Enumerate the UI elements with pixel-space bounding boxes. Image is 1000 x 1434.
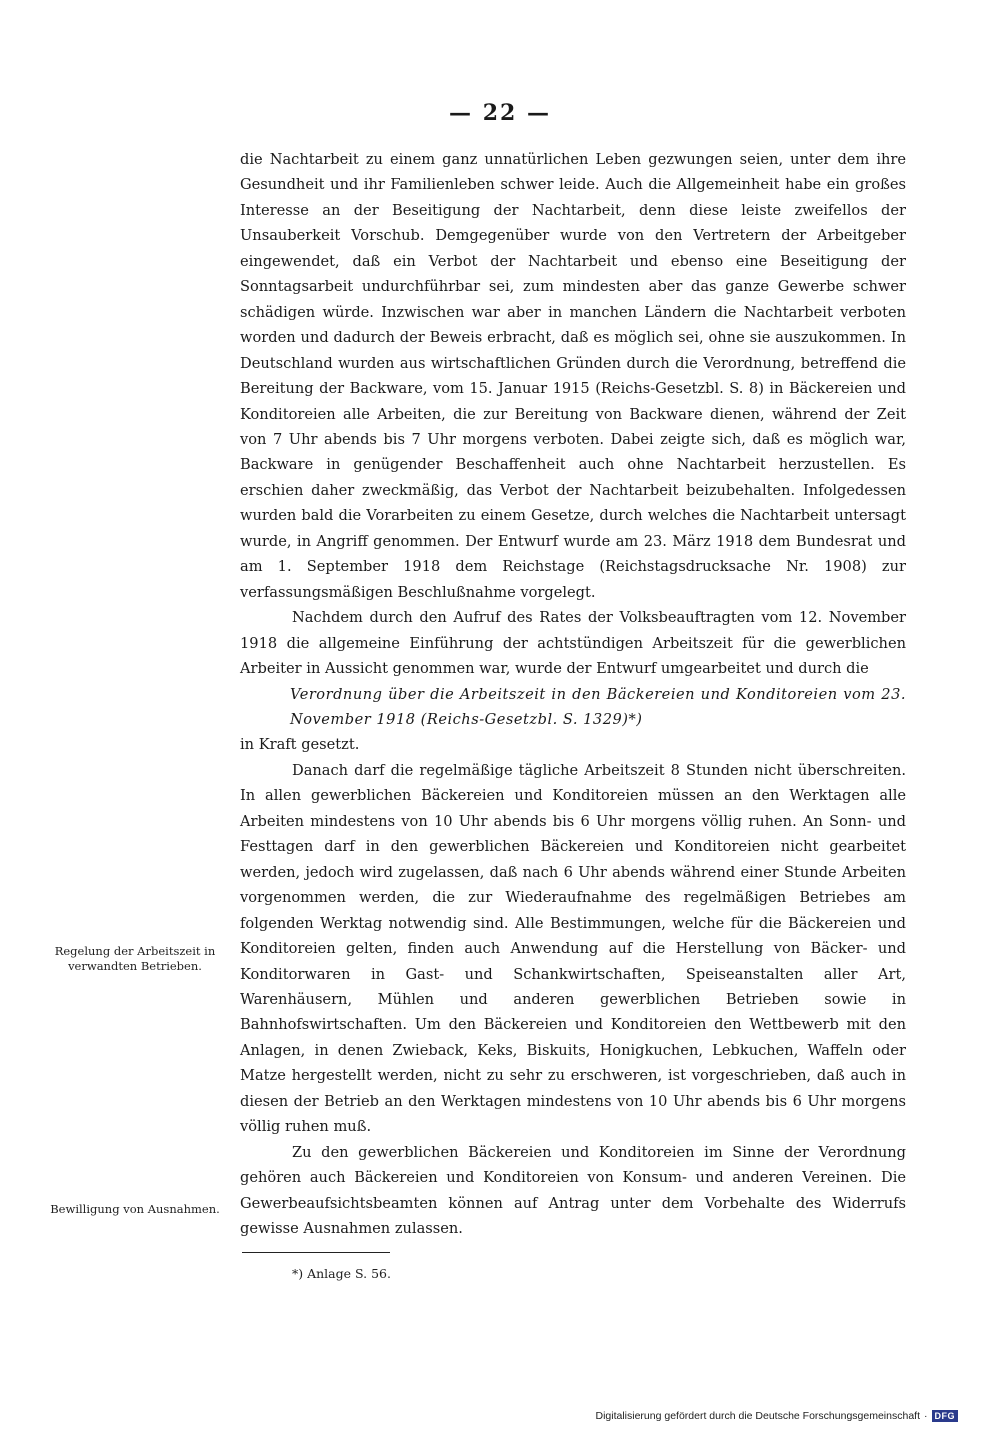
paragraph: in Kraft gesetzt. — [240, 736, 360, 754]
footnote-divider — [242, 1252, 390, 1253]
dfg-logo: · — [924, 1410, 928, 1422]
footnote: *) Anlage S. 56. — [292, 1266, 391, 1281]
quoted-ordinance: Verordnung über die Arbeitszeit in den Bäckereien und Konditoreien vom 23. November 1918 (Reichs-Gesetzbl. S. 1329)*) — [290, 685, 906, 728]
margin-note: Bewilligung von Ausnahmen. — [50, 1202, 220, 1216]
margin-note: Regelung der Arbeitszeit in verwandten Betrieben. — [54, 944, 216, 973]
body-text — [240, 147, 906, 1241]
page-number: — 22 — — [449, 100, 551, 126]
paragraph: Nachdem durch den Aufruf des Rates der Volksbeauftragten vom 12. November 1918 die allgemeine Einführung der achtstündigen Arbeitszeit für die gewerblichen Arbeiter in Aussicht genommen war, wurde der Entwurf umgearbeitet und durch die — [240, 609, 906, 678]
paragraph: Zu den gewerblichen Bäckereien und Konditoreien im Sinne der Verordnung gehören auch Bäckereien und Konditoreien von Konsum- und anderen Vereinen. Die Gewerbeaufsichtsbeamten können auf Antrag unter dem Vorbehalte des Widerrufs gewisse Ausnahmen zulassen. — [240, 1143, 906, 1238]
paragraph: Danach darf die regelmäßige tägliche Arbeitszeit 8 Stunden nicht überschreiten. In allen gewerblichen Bäckereien und Konditoreien müssen an den Werktagen alle Arbeiten mindestens von 10 Uhr abends bis 6 Uhr morgens völlig ruhen. An Sonn- und Festtagen darf in den gewerblichen Bäckereien und Konditoreien nicht gearbeitet werden, jedoch wird zugelassen, daß nach 6 Uhr abends während einer Stunde Arbeiten vorgenommen werden, die zur Wiederaufnahme des regelmäßigen Betriebes am folgenden Werktag notwendig sind. Alle Bestimmungen, welche für die Bäckereien und Konditoreien gelten, finden auch Anwendung auf die Herstellung von Bäcker- und Konditorwaren in Gast- und Schankwirtschaften, Speiseanstalten aller Art, Warenhäusern, Mühlen und anderen gewerblichen Betrieben sowie in Bahnhofswirtschaften. Um den Bäckereien und Konditoreien den Wettbewerb mit den Anlagen, in denen Zwieback, Keks, Biskuits, Honigkuchen, Lebkuchen, Waffeln oder Matze hergestellt werden, nicht zu sehr zu erschweren, ist vorgeschrieben, daß auch in diesen der Betrieb an den Werktagen mindestens von 10 Uhr abends bis 6 Uhr morgens völlig ruhen muß. — [240, 761, 906, 1136]
funding-credit-text: Digitalisierung gefördert durch die Deutsche Forschungsgemeinschaft — [595, 1410, 920, 1422]
paragraph: die Nachtarbeit zu einem ganz unnatürlichen Leben gezwungen seien, unter dem ihre Gesundheit und ihr Familienleben schwer leide. Auch die Allgemeinheit habe ein großes Interesse an der Beseitigung der Nachtarbeit, denn diese leiste zweifellos der Unsauberkeit Vorschub. Demgegenüber wurde von den Vertretern der Arbeitgeber eingewendet, daß ein Verbot der Nachtarbeit und ebenso eine Beseitigung der Sonntagsarbeit undurchführbar sei, zum mindesten aber das ganze Gewerbe schwer schädigen würde. Inzwischen war aber in manchen Ländern die Nachtarbeit verboten worden und dadurch der Beweis erbracht, daß es möglich sei, ohne sie auszukommen. In Deutschland wurden aus wirtschaftlichen Gründen durch die Verordnung, betreffend die Bereitung der Backware, vom 15. Januar 1915 (Reichs-Gesetzbl. S. 8) in Bäckereien und Konditoreien alle Arbeiten, die zur Bereitung von Backware dienen, während der Zeit von 7 Uhr abends bis 7 Uhr morgens verboten. Dabei zeigte sich, daß es möglich war, Backware in genügender Beschaffenheit auch ohne Nachtarbeit herzustellen. Es erschien daher zweckmäßig, das Verbot der Nachtarbeit beizubehalten. Infolgedessen wurden bald die Vorarbeiten zu einem Gesetze, durch welches die Nachtarbeit untersagt wurde, in Angriff genommen. Der Entwurf wurde am 23. März 1918 dem Bundesrat und am 1. September 1918 dem Reichstage (Reichstagsdrucksache Nr. 1908) zur verfassungsmäßigen Beschlußnahme vorgelegt. — [240, 151, 906, 601]
dfg-logo-icon: DFG — [932, 1410, 959, 1422]
funding-credit — [595, 1410, 958, 1422]
